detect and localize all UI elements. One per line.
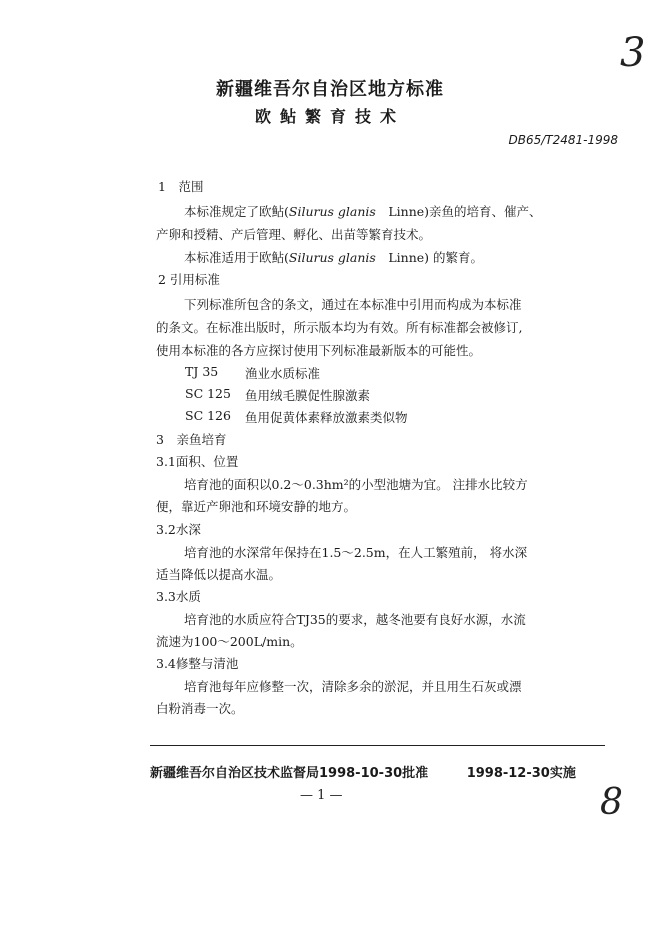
section-1-para-1-line-2: 产卵和授精、产后管理、孵化、出苗等繁育技术。 [156,227,432,242]
implementation-date: 1998-12-30实施 [466,766,576,781]
section-3-3-line-1: 培育池的水质应符合TJ35的要求，越冬池要有良好水源，水流 [184,612,526,627]
approval-date: 新疆维吾尔自治区技术监督局1998-10-30批准 [150,766,429,781]
text: Linne)亲鱼的培育、催产、 [375,204,542,219]
text: 本标准规定了欧鲇( [184,204,289,219]
reference-code: SC 126 [185,408,231,423]
section-3-2-line-1: 培育池的水深常年保持在1.5～2.5m，在人工繁殖前， 将水深 [184,545,528,560]
approval-line [150,762,576,781]
reference-title: 鱼用绒毛膜促性腺激素 [245,388,371,403]
text: 本标准适用于欧鲇( [184,250,289,265]
section-3-3-line-2: 流速为100～200L/min。 [156,634,303,649]
section-1-para-2 [184,248,483,266]
section-2-para-line-2: 的条文。在标准出版时，所示版本均为有效。所有标准都会被修订, [156,320,523,335]
standard-code: DB65/T2481-1998 [508,133,618,147]
handwritten-mark-bottom: 8 [600,782,623,823]
section-3-4-line-2: 白粉消毒一次。 [156,701,244,716]
standard-category-title: 新疆维吾尔自治区地方标准 [216,79,444,100]
handwritten-mark-top: 3 [620,30,646,76]
section-2-heading: 2 引用标准 [158,272,220,287]
section-3-3-heading: 3.3水质 [156,589,201,604]
section-3-4-line-1: 培育池每年应修整一次，清除多余的淤泥，并且用生石灰或漂 [184,679,522,694]
section-3-2-line-2: 适当降低以提高水温。 [156,567,282,582]
reference-code: TJ 35 [185,364,219,379]
section-1-para-1-line-1 [184,202,542,220]
latin-name: Silurus glanis [288,204,376,219]
standard-title: 欧鲇繁育技术 [254,107,405,126]
section-3-1-line-2: 便，靠近产卵池和环境安静的地方。 [156,499,357,514]
reference-title: 渔业水质标准 [245,366,321,381]
reference-code: SC 125 [185,386,231,401]
text: Linne) 的繁育。 [375,250,483,265]
section-1-heading: 1 范围 [158,179,204,194]
section-3-1-heading: 3.1面积、位置 [156,454,239,469]
section-3-heading: 3 亲鱼培育 [156,432,227,447]
reference-title: 鱼用促黄体素释放激素类似物 [245,410,408,425]
section-3-1-line-1: 培育池的面积以0.2～0.3hm²的小型池塘为宜。 注排水比较方 [184,477,528,492]
section-3-4-heading: 3.4修整与清池 [156,656,239,671]
page-number: — 1 — [300,788,343,803]
footer-divider [150,745,605,746]
section-3-2-heading: 3.2水深 [156,522,201,537]
section-2-para-line-1: 下列标准所包含的条文，通过在本标准中引用而构成为本标准 [184,297,522,312]
section-2-para-line-3: 使用本标准的各方应探讨使用下列标准最新版本的可能性。 [156,343,482,358]
latin-name: Silurus glanis [288,250,376,265]
